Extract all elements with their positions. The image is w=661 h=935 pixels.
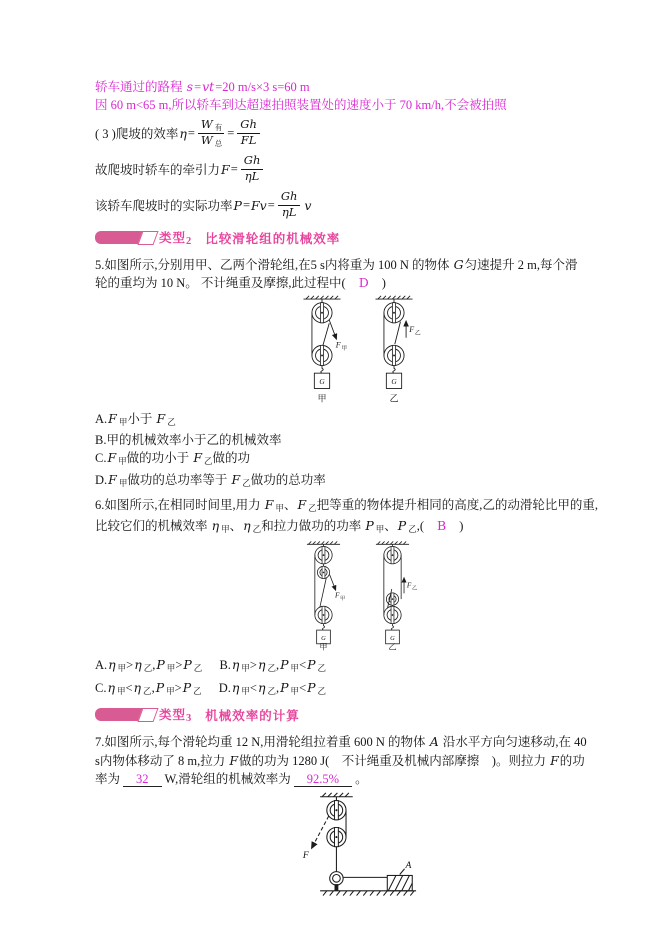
option-d [95,471,661,493]
svg-text:F: F [335,591,340,600]
question-6-text-line1 [95,496,661,517]
text-segment: = [242,197,250,212]
banner-parallelogram-decoration [137,708,158,722]
text-segment: < [299,681,307,695]
text-segment: P [155,680,165,695]
text-segment: P [183,657,192,672]
answer-text: D [358,275,369,290]
weight-block [386,630,400,644]
text-segment: 匀速提升 2 m,每个滑 [464,258,578,272]
question-6-text-line2 [95,517,661,538]
text-segment: W,滑轮组的机械效率为 [164,772,291,786]
svg-text:G: G [390,634,395,642]
weight-block [317,630,331,644]
section-tag [159,228,191,247]
svg-text:G: G [391,378,397,387]
text-segment: =20 m/s×3 s=60 m [215,80,310,94]
answer-blank: 32 [123,772,162,787]
hook [322,624,324,630]
text-segment: 甲 [221,524,230,534]
text-segment: 乙 [204,456,213,466]
force-arrow-down [329,320,347,352]
text-segment: 甲 [275,503,284,513]
ceiling [320,793,353,797]
movable-pulley [326,827,345,846]
text-segment: P [365,518,374,533]
svg-text:甲: 甲 [340,596,346,602]
text-segment: Fv [251,197,267,213]
svg-text:乙: 乙 [414,330,421,337]
section-title: 机械效率的计算 [205,708,300,723]
question-7-text-line3 [95,770,661,789]
text-segment: , [276,681,280,695]
movable-pulley [312,345,332,365]
text-segment: 因 60 m<65 m,所以轿车到达超速拍照装置处的速度小于 70 km/h,不会被拍照 [95,98,507,112]
section-number: 3 [186,713,192,724]
rope-diagonal [395,322,401,345]
text-segment: s [186,79,194,94]
option-b [95,432,661,450]
svg-text:F: F [406,581,412,590]
fraction [237,118,260,149]
text-segment: F [108,471,117,487]
text-segment: vt [202,79,215,94]
section-tag-text: 类型 [159,231,187,245]
fraction [198,118,224,149]
ceiling [376,541,409,544]
fixed-pulley [312,303,332,323]
text-segment: 乙 [193,663,203,673]
text-segment: 7.如图所示,每个滑轮均重 12 N,用滑轮组拉着重 600 N 的物体 [95,735,429,749]
text-segment: 甲 [118,456,127,466]
text-segment: Gh [240,116,257,131]
text-segment: η [231,680,240,695]
solution-line-distance [95,78,661,96]
solution-line-traction-formula [95,152,661,186]
svg-text:G: G [319,378,325,387]
text-segment: F [231,471,241,487]
system-label: 乙 [388,642,397,651]
text-segment: 做功的总功率 [250,472,326,487]
svg-text:F: F [409,325,415,335]
text-segment: B.甲的机械效率小于乙的机械效率 [95,432,282,447]
text-segment: ηL [281,204,297,219]
text-segment: 该轿车爬坡时的实际功率 [95,199,233,213]
question-5 [95,256,661,292]
text-segment: 。 [355,772,368,786]
pulley-system-yi-diagram [365,540,420,651]
text-segment: η [107,680,115,695]
text-segment: 乙 [167,417,176,427]
text-segment: 甲 [241,686,250,696]
text-segment: = [194,80,202,94]
force-arrow-down [330,575,345,602]
fixed-pulley [384,303,404,323]
rope-diagonal [320,577,326,607]
text-segment: P [156,657,165,672]
question-5-options [95,410,661,492]
text-segment: 做功的总功率等于 [127,472,231,487]
text-segment: 率为 [95,772,121,786]
text-segment: 乙 [252,524,262,534]
text-segment: 、 [283,498,297,512]
text-segment: 、 [384,519,397,533]
ground [320,891,416,896]
svg-text:乙: 乙 [411,586,418,592]
system-label: 甲 [317,393,327,404]
text-segment: D. [95,472,108,487]
question-6-figure [55,540,661,651]
text-segment: 甲 [118,477,128,488]
question-5-text-line1 [95,256,661,274]
pulley-system-jia-diagram [293,294,351,404]
solution-line-power-formula [95,188,661,222]
fixed-pulley-lower [317,566,329,578]
fraction [241,154,264,185]
text-segment: P [280,680,289,695]
fixed-pulley [326,801,345,820]
ceiling [307,541,340,544]
movable-pulley [315,606,332,623]
movable-pulley-upper [386,593,398,605]
text-segment: ) [459,519,464,533]
text-segment: 和拉力做功的功率 [261,519,365,533]
section-number: 2 [186,236,192,247]
text-segment: F [550,752,559,768]
question-7 [95,733,661,789]
text-segment: 乙 [408,524,417,534]
text-segment: P [307,680,316,695]
svg-text:F: F [335,340,341,350]
option-a [95,410,661,432]
movable-pulley [384,345,404,365]
text-segment: 总 [214,138,223,148]
option-a [95,655,202,678]
text-segment: 把等重的物体提升相同的高度,乙的动滑轮比甲的重, [316,498,598,512]
text-segment: 乙 [317,663,327,673]
text-segment: F [107,450,117,465]
text-segment: 沿水平方向匀速移动,在 40 [439,735,587,749]
question-5-text-line2 [95,274,661,292]
text-segment: 轿车通过的路程 [95,80,186,94]
question-5-figure [55,294,661,404]
text-segment: = [227,125,235,140]
section-banner-type2 [95,229,661,246]
text-segment: 做的功 [212,451,251,465]
text-segment: = [267,197,275,212]
text-segment: 甲 [117,663,127,673]
svg-text:甲: 甲 [341,345,347,352]
pulley-system-jia-diagram [296,540,351,651]
text-segment: , [152,658,156,672]
text-segment: 做的功为 1280 J( 不计绳重及机械内部摩擦 )。则拉力 [239,753,550,768]
ground-pulley [329,872,342,891]
text-segment: 乙 [267,663,276,673]
pulley-system-yi-diagram [365,294,423,404]
text-segment: 乙 [143,686,152,696]
text-segment: s内物体移动了 8 m,拉力 [95,753,229,768]
section-tag-text: 类型 [159,708,187,722]
weight-block [314,373,329,388]
text-segment: η [108,657,116,672]
system-label: 甲 [319,642,328,651]
text-segment: 做的功小于 [126,451,193,465]
section-banner-type3 [95,706,661,723]
text-segment: 甲 [290,686,300,696]
text-segment: 5.如图所示,分别用甲、乙两个滑轮组,在5 s内将重为 100 N 的物体 [95,258,453,272]
text-segment: > [174,681,182,695]
options-row-2 [95,678,661,701]
solution-line-conclusion [95,96,661,114]
text-segment: < [125,681,133,695]
option-c [95,678,202,701]
text-segment: 轮的重均为 10 N。 不计绳重及摩擦,此过程中( [95,276,346,290]
text-segment: F [221,161,230,177]
text-segment: P [233,197,242,213]
text-segment: η [211,518,220,533]
text-segment: 乙 [308,503,317,513]
text-segment: η [243,518,251,533]
text-segment: W [200,132,213,147]
solution-block [95,78,661,222]
text-segment: 乙 [143,663,153,673]
text-segment: 小于 [127,412,156,426]
section-tag [159,705,191,724]
text-segment: η [133,680,142,695]
answer-blank: 92.5% [294,772,352,787]
text-segment: 甲 [290,663,300,673]
text-segment: W [200,116,213,131]
fixed-pulley [384,546,401,563]
force-arrow [301,816,328,861]
hook [393,366,395,373]
text-segment: FL [240,132,257,147]
text-segment: C. [95,681,107,695]
rope-diagonal [323,323,329,346]
text-segment: 乙 [193,686,202,696]
text-segment: D. [218,681,231,695]
hook [321,366,323,373]
text-segment: > [126,658,134,672]
text-segment: η [257,657,266,672]
question-6 [95,496,661,538]
text-segment: F [193,450,202,465]
text-segment: F [264,497,274,512]
text-segment: > [249,658,257,672]
question-7-figure [55,791,661,910]
text-segment: 、 [229,519,243,533]
text-segment: < [299,658,307,672]
banner-parallelogram-decoration [137,231,158,245]
horizontal-pulley-diagram [291,791,426,910]
text-segment: 6.如图所示,在相同时间里,用力 [95,498,264,512]
answer-text: B [437,518,447,533]
text-segment: 乙 [242,477,251,488]
text-segment: 故爬坡时轿车的牵引力 [95,163,221,177]
movable-pulley-lower [384,606,401,623]
solution-line-efficiency-formula [95,116,661,150]
question-6-options [95,655,661,701]
options-row-1 [95,655,661,678]
question-7-text-line2 [95,752,661,771]
text-segment: 甲 [118,417,128,427]
text-segment: C. [95,451,107,465]
force-arrow-up [404,577,417,593]
ceiling [375,296,412,299]
question-7-text-line1 [95,733,661,752]
hook [391,624,393,630]
text-segment: P [182,680,192,695]
text-segment: P [307,657,316,672]
fraction [278,190,301,221]
text-segment: F [156,411,166,426]
text-segment: v [304,197,312,213]
text-segment: η [231,657,240,672]
text-segment: ηL [244,168,260,183]
ceiling [303,296,340,299]
text-segment: 甲 [116,686,126,696]
text-segment: P [280,657,289,672]
text-segment: F [297,497,307,512]
text-segment: Gh [280,188,298,203]
text-segment: ) [381,276,386,290]
text-segment: F [108,411,117,426]
text-segment: P [397,518,407,533]
text-segment: F [229,752,239,768]
option-b [219,655,326,678]
text-segment: , [151,681,155,695]
fixed-pulley-upper [315,546,332,563]
section-title: 比较滑轮组的机械效率 [205,231,341,246]
text-segment: > [175,658,183,672]
weight-block [386,373,401,388]
system-label: 乙 [389,393,399,404]
text-segment: 乙 [267,686,276,696]
object-block [387,860,412,891]
text-segment: 甲 [241,663,250,673]
text-segment: 甲 [375,524,385,534]
text-segment: η [257,680,266,695]
text-segment: 有 [214,122,223,132]
text-segment: A. [95,412,108,426]
option-c [95,449,661,471]
text-segment: = [230,161,238,176]
text-segment: 乙 [317,686,327,696]
text-segment: G [453,257,464,272]
text-segment: 甲 [166,686,175,696]
text-segment: η [179,125,187,141]
text-segment: 甲 [166,663,176,673]
text-segment: A. [95,658,108,672]
text-segment: = [187,125,195,140]
svg-text:F: F [302,850,309,862]
text-segment: η [134,657,142,672]
text-segment: , [276,658,280,672]
text-segment: Gh [243,152,261,167]
text-segment: B. [219,658,231,672]
svg-text:A: A [405,859,411,871]
option-d [219,678,326,701]
force-arrow-up [406,321,421,338]
text-segment: 比较它们的机械效率 [95,519,211,533]
text-segment: A [429,734,439,749]
text-segment: ,( [416,519,425,533]
text-segment: ( 3 )爬坡的效率 [95,127,179,141]
svg-text:G: G [321,634,326,642]
text-segment: < [249,681,257,695]
text-segment: 的功 [559,753,585,768]
